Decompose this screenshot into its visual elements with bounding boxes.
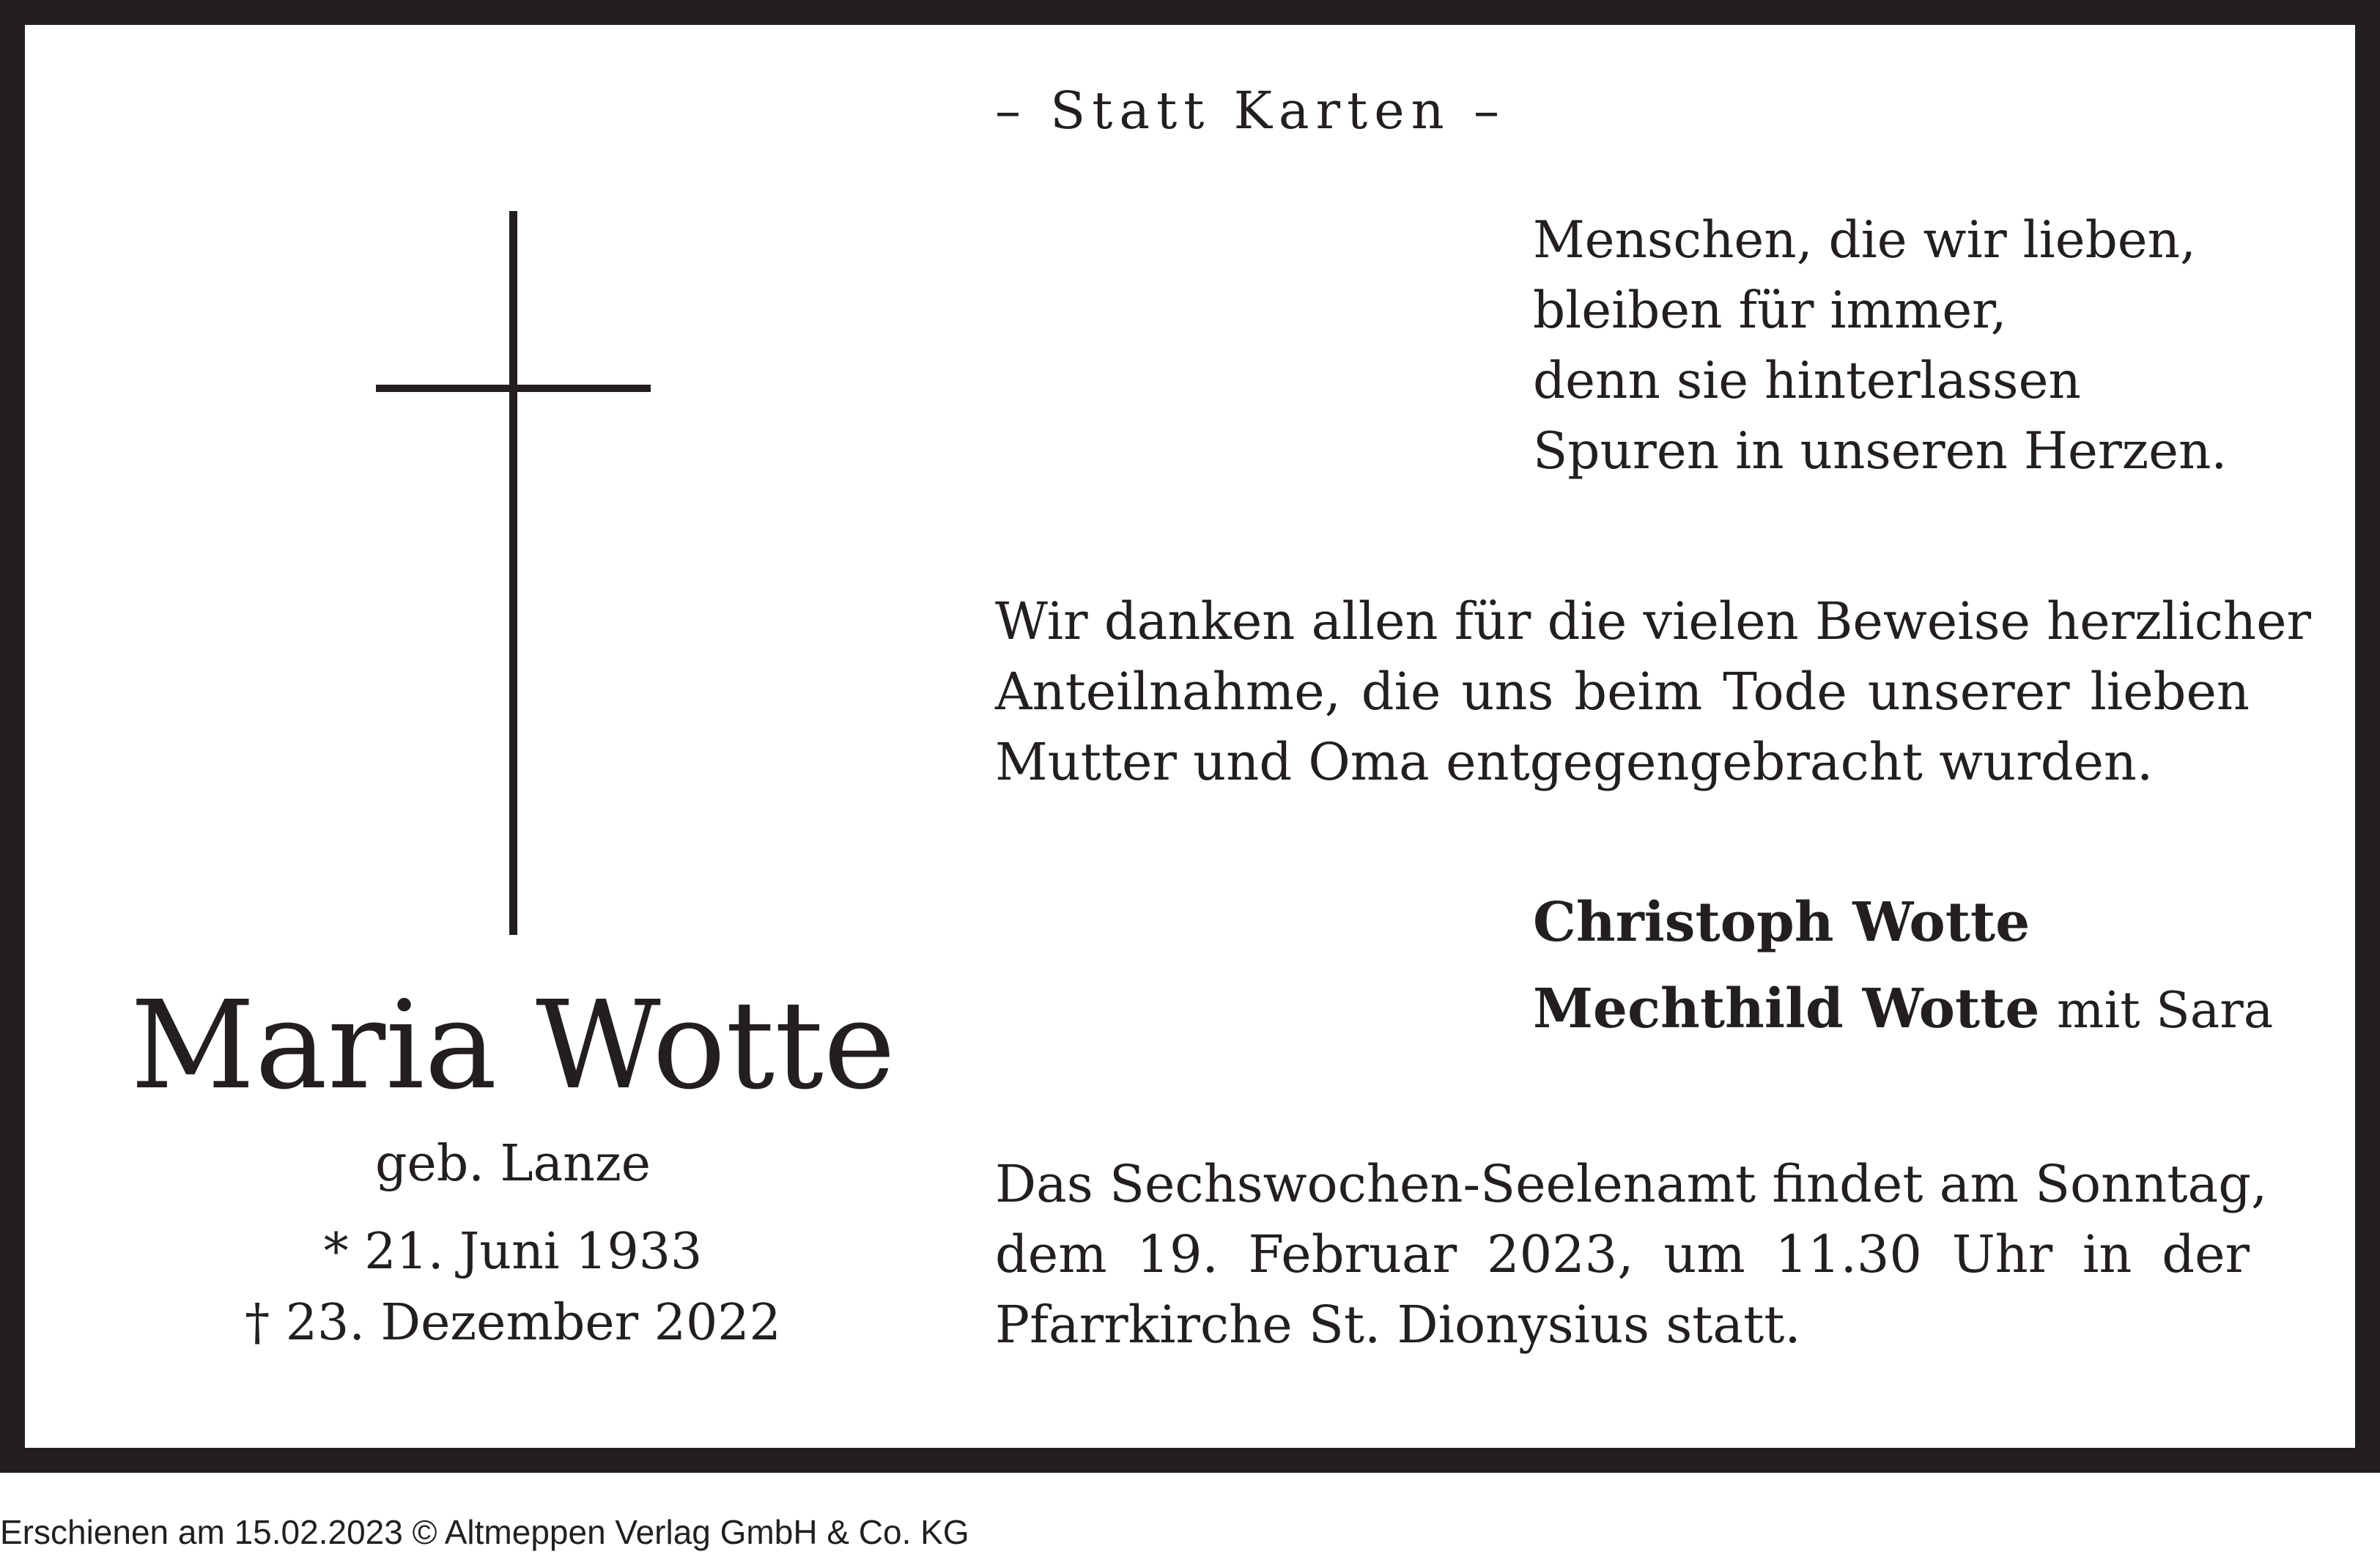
poem: [1533, 205, 2227, 487]
publication-footer: Erschienen am 15.02.2023 © Altmeppen Verlag GmbH & Co. KG: [0, 1513, 969, 1551]
mass-line: dem 19. Februar 2023, um 11.30 Uhr in der: [995, 1224, 2250, 1284]
poem-line: denn sie hinterlassen: [1533, 352, 2081, 410]
cross-horizontal-bar: [376, 385, 651, 392]
signer: [1533, 879, 2273, 966]
deceased-name: Maria Wotte: [130, 975, 896, 1117]
birth-date: * 21. Juni 1933: [323, 1223, 703, 1281]
poem-line: bleiben für immer,: [1533, 281, 2007, 340]
poem-line: Menschen, die wir lieben,: [1533, 211, 2196, 270]
signer-name: Christoph Wotte: [1533, 891, 2030, 954]
signer: [1533, 966, 2273, 1054]
mass-line: Pfarrkirche St. Dionysius statt.: [995, 1295, 1801, 1355]
thanks-paragraph: [995, 586, 2311, 797]
thanks-line: Mutter und Oma entgegengebracht wurden.: [995, 732, 2154, 792]
thanks-line: Anteilnahme, die uns beim Tode unserer lieben: [995, 662, 2250, 722]
mass-announcement: [995, 1149, 2268, 1360]
death-date: † 23. Dezember 2022: [245, 1294, 781, 1352]
maiden-name: geb. Lanze: [374, 1135, 651, 1193]
signers: [1533, 879, 2273, 1054]
cross-vertical-bar: [509, 211, 517, 935]
poem-line: Spuren in unseren Herzen.: [1533, 422, 2228, 481]
signer-suffix: mit Sara: [2056, 982, 2274, 1040]
thanks-line: Wir danken allen für die vielen Beweise herzlicher: [995, 591, 2311, 651]
signer-name: Mechthild Wotte: [1533, 977, 2040, 1040]
notice-header: – Statt Karten –: [995, 81, 1506, 141]
mass-line: Das Sechswochen-Seelenamt findet am Sonntag,: [995, 1154, 2268, 1214]
